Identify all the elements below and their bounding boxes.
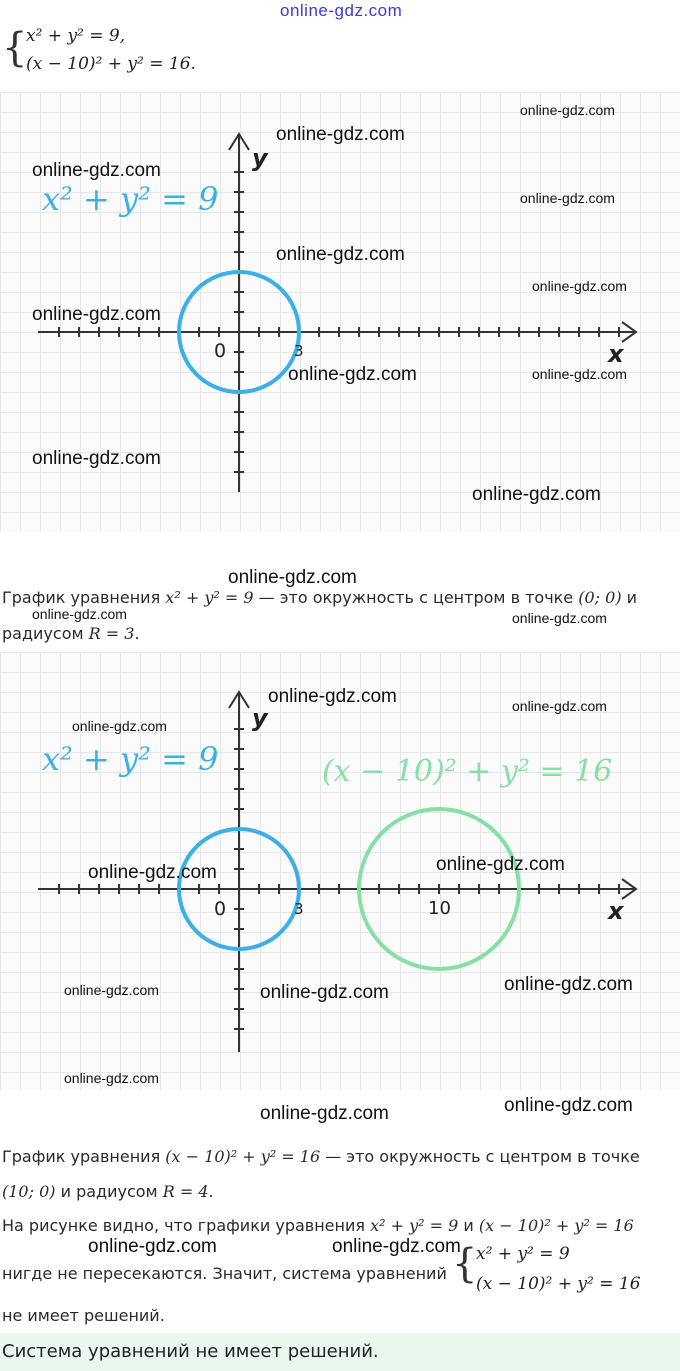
math-inline: (10; 0) [2, 1182, 56, 1201]
paragraph-2-line-1 [2, 1147, 640, 1166]
tick-label-10: 10 [428, 898, 451, 919]
system-eq1: x² + y² = 9, [26, 26, 126, 46]
watermark: online-gdz.com [276, 124, 405, 145]
text-span: На рисунке видно, что графики уравнения [2, 1216, 365, 1235]
watermark: online-gdz.com [32, 448, 161, 469]
watermark: online-gdz.com [288, 364, 417, 385]
top-watermark: online-gdz.com [280, 1, 403, 20]
paragraph-3-line-3: не имеет решений. [2, 1306, 165, 1325]
math-inline: (0; 0) [578, 588, 622, 607]
watermark: online-gdz.com [32, 606, 127, 622]
graph-1 [0, 92, 680, 532]
origin-label: 0 [214, 898, 227, 920]
system-eq2: (x − 10)² + y² = 16. [26, 54, 196, 74]
text-span: — это окружность с центром в точке [258, 588, 574, 607]
graph-2 [0, 652, 680, 1090]
math-inline: R = 4. [162, 1182, 214, 1201]
watermark: online-gdz.com [72, 718, 167, 734]
text-span: График уравнения [2, 588, 161, 607]
y-axis-label: y [252, 144, 268, 172]
text-span: и [463, 1216, 474, 1235]
watermark: online-gdz.com [472, 484, 601, 505]
text-span: радиусом [2, 624, 84, 643]
watermark: online-gdz.com [260, 982, 389, 1003]
paragraph-1-line-2 [2, 624, 140, 643]
text-span: и радиусом [60, 1182, 158, 1201]
graph1-eq-label: x² + y² = 9 [42, 180, 219, 218]
y-axis-label: y [252, 704, 268, 732]
answer-text: Система уравнений не имеет решений. [2, 1341, 379, 1362]
watermark: online-gdz.com [64, 1070, 159, 1086]
watermark: online-gdz.com [32, 304, 161, 325]
watermark: online-gdz.com [520, 102, 615, 118]
math-inline: x² + y² = 9 [370, 1216, 459, 1235]
x-axis-label: x [608, 897, 624, 925]
watermark: online-gdz.com [260, 1103, 389, 1124]
watermark: online-gdz.com [64, 982, 159, 998]
x-axis-label: x [608, 340, 624, 368]
watermark: online-gdz.com [228, 567, 357, 588]
text-span: и [626, 588, 638, 607]
watermark: online-gdz.com [504, 1095, 633, 1116]
watermark: online-gdz.com [512, 610, 607, 626]
text-span: График уравнения [2, 1147, 161, 1166]
math-inline: (x − 10)² + y² = 16 [478, 1216, 634, 1235]
watermark: online-gdz.com [88, 862, 217, 883]
paragraph-1-line-1 [2, 588, 637, 607]
watermark: online-gdz.com [332, 1236, 461, 1257]
math-inline: x² + y² = 9 [165, 588, 254, 607]
watermark: online-gdz.com [520, 190, 615, 206]
watermark: online-gdz.com [504, 974, 633, 995]
watermark: online-gdz.com [268, 686, 397, 707]
system-brace: { [2, 25, 28, 71]
watermark: online-gdz.com [436, 854, 565, 875]
paragraph-3-line-1 [2, 1216, 634, 1235]
watermark: online-gdz.com [276, 244, 405, 265]
system-eq1-inline: x² + y² = 9 [476, 1244, 570, 1264]
system-eq2-inline: (x − 10)² + y² = 16 [476, 1274, 641, 1294]
origin-label: 0 [214, 340, 227, 362]
paragraph-3-line-2: нигде не пересекаются. Значит, система уравнений [2, 1264, 447, 1283]
watermark: online-gdz.com [512, 698, 607, 714]
watermark: online-gdz.com [88, 1236, 217, 1257]
paragraph-2-line-2 [2, 1182, 214, 1201]
tick-label-3: 3 [294, 342, 304, 360]
watermark: online-gdz.com [32, 160, 161, 181]
graph2-eq1-label: x² + y² = 9 [42, 740, 219, 778]
math-inline: R = 3. [88, 624, 140, 643]
math-inline: (x − 10)² + y² = 16 [165, 1147, 321, 1166]
text-span: — это окружность с центром в точке [325, 1147, 640, 1166]
tick-label-3: 3 [294, 900, 304, 918]
graph2-eq2-label: (x − 10)² + y² = 16 [322, 754, 613, 789]
watermark: online-gdz.com [532, 278, 627, 294]
watermark: online-gdz.com [532, 366, 627, 382]
answer-box [0, 1333, 680, 1371]
system-brace: { [452, 1241, 478, 1287]
